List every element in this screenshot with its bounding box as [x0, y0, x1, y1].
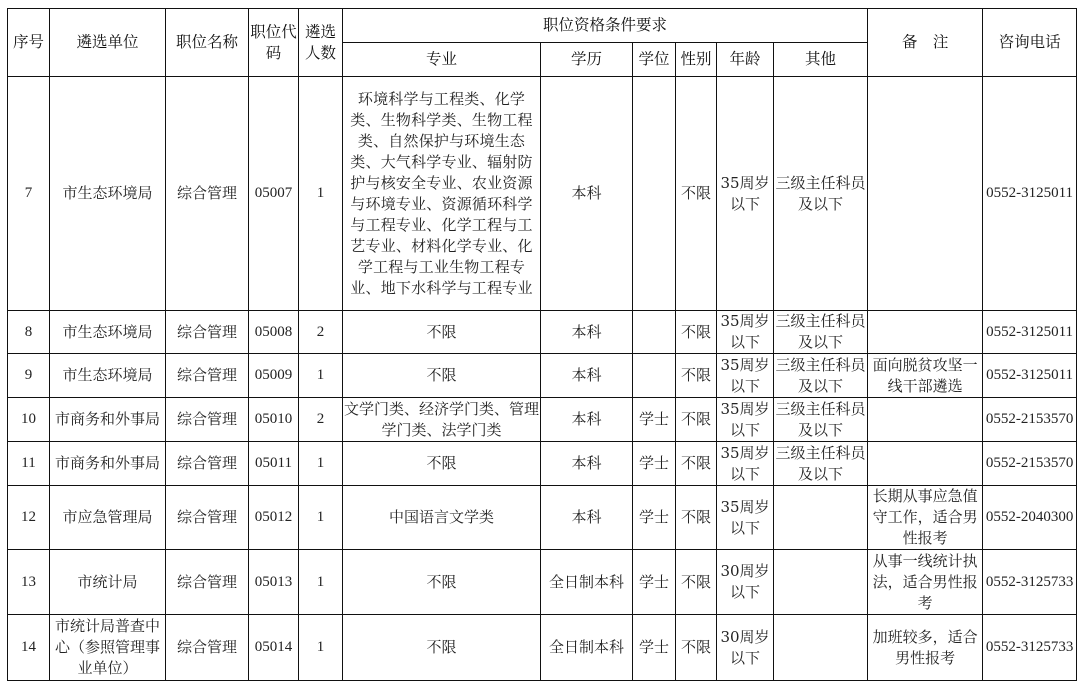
cell-remarks: 从事一线统计执法，适合男性报考 — [868, 550, 983, 615]
table-row — [8, 442, 1077, 486]
cell-remarks — [868, 311, 983, 354]
cell-remarks — [868, 398, 983, 442]
cell-seq: 12 — [8, 486, 50, 550]
table-row — [8, 311, 1077, 354]
cell-degree: 学士 — [633, 615, 676, 681]
table-row — [8, 77, 1077, 311]
cell-education: 全日制本科 — [541, 615, 633, 681]
cell-age: 35周岁以下 — [717, 398, 774, 442]
cell-position-code: 05011 — [249, 442, 299, 486]
cell-education: 本科 — [541, 486, 633, 550]
header-other: 其他 — [774, 43, 868, 77]
table-row — [8, 615, 1077, 681]
header-gender: 性别 — [676, 43, 717, 77]
cell-unit: 市统计局普查中心（参照管理事业单位） — [50, 615, 166, 681]
cell-seq: 13 — [8, 550, 50, 615]
table-row — [8, 550, 1077, 615]
header-phone: 咨询电话 — [983, 9, 1077, 77]
header-seq: 序号 — [8, 9, 50, 77]
cell-phone: 0552-2040300 — [983, 486, 1077, 550]
header-position-code: 职位代码 — [249, 9, 299, 77]
cell-age: 35周岁以下 — [717, 311, 774, 354]
cell-degree — [633, 311, 676, 354]
cell-gender: 不限 — [676, 354, 717, 398]
cell-gender: 不限 — [676, 550, 717, 615]
header-major: 专业 — [343, 43, 541, 77]
cell-remarks: 加班较多，适合男性报考 — [868, 615, 983, 681]
cell-headcount: 1 — [299, 486, 343, 550]
cell-phone: 0552-3125011 — [983, 354, 1077, 398]
header-headcount: 遴选人数 — [299, 9, 343, 77]
cell-seq: 9 — [8, 354, 50, 398]
cell-position-name: 综合管理 — [166, 77, 249, 311]
cell-age: 30周岁以下 — [717, 550, 774, 615]
cell-headcount: 1 — [299, 354, 343, 398]
cell-education: 本科 — [541, 311, 633, 354]
cell-education: 本科 — [541, 354, 633, 398]
cell-headcount: 2 — [299, 311, 343, 354]
cell-remarks — [868, 442, 983, 486]
cell-headcount: 2 — [299, 398, 343, 442]
position-table — [7, 8, 1077, 681]
header-remarks: 备 注 — [868, 9, 983, 77]
cell-other: 三级主任科员及以下 — [774, 398, 868, 442]
cell-major: 不限 — [343, 550, 541, 615]
cell-other: 三级主任科员及以下 — [774, 354, 868, 398]
cell-headcount: 1 — [299, 615, 343, 681]
cell-unit: 市应急管理局 — [50, 486, 166, 550]
cell-education: 本科 — [541, 398, 633, 442]
cell-unit: 市统计局 — [50, 550, 166, 615]
cell-degree — [633, 77, 676, 311]
cell-position-code: 05007 — [249, 77, 299, 311]
header-requirements-group: 职位资格条件要求 — [343, 9, 868, 43]
cell-position-code: 05014 — [249, 615, 299, 681]
cell-seq: 10 — [8, 398, 50, 442]
cell-major: 不限 — [343, 615, 541, 681]
cell-seq: 14 — [8, 615, 50, 681]
header-age: 年龄 — [717, 43, 774, 77]
cell-remarks: 面向脱贫攻坚一线干部遴选 — [868, 354, 983, 398]
cell-position-name: 综合管理 — [166, 615, 249, 681]
header-position-name: 职位名称 — [166, 9, 249, 77]
cell-major: 文学门类、经济学门类、管理学门类、法学门类 — [343, 398, 541, 442]
cell-seq: 8 — [8, 311, 50, 354]
cell-headcount: 1 — [299, 550, 343, 615]
cell-degree: 学士 — [633, 550, 676, 615]
cell-remarks — [868, 77, 983, 311]
cell-other — [774, 615, 868, 681]
cell-unit: 市商务和外事局 — [50, 398, 166, 442]
cell-headcount: 1 — [299, 442, 343, 486]
cell-phone: 0552-2153570 — [983, 398, 1077, 442]
cell-position-name: 综合管理 — [166, 354, 249, 398]
cell-position-name: 综合管理 — [166, 442, 249, 486]
cell-major: 环境科学与工程类、化学类、生物科学类、生物工程类、自然保护与环境生态类、大气科学专业、辐射防护与核安全专业、农业资源与环境专业、资源循环科学与工程专业、化学工程与工艺专业、材料化学专业、化学工程与工业生物工程专业、地下水科学与工程专业 — [343, 77, 541, 311]
cell-other: 三级主任科员及以下 — [774, 442, 868, 486]
cell-unit: 市生态环境局 — [50, 77, 166, 311]
cell-education: 本科 — [541, 77, 633, 311]
cell-seq: 11 — [8, 442, 50, 486]
cell-gender: 不限 — [676, 77, 717, 311]
table-row — [8, 486, 1077, 550]
header-education: 学历 — [541, 43, 633, 77]
cell-age: 35周岁以下 — [717, 77, 774, 311]
cell-position-name: 综合管理 — [166, 311, 249, 354]
cell-position-code: 05010 — [249, 398, 299, 442]
cell-age: 35周岁以下 — [717, 354, 774, 398]
cell-gender: 不限 — [676, 398, 717, 442]
table-row — [8, 354, 1077, 398]
cell-position-name: 综合管理 — [166, 486, 249, 550]
cell-other: 三级主任科员及以下 — [774, 77, 868, 311]
cell-other — [774, 486, 868, 550]
header-unit: 遴选单位 — [50, 9, 166, 77]
cell-position-code: 05008 — [249, 311, 299, 354]
cell-position-code: 05012 — [249, 486, 299, 550]
cell-unit: 市生态环境局 — [50, 354, 166, 398]
cell-age: 35周岁以下 — [717, 486, 774, 550]
cell-phone: 0552-3125011 — [983, 77, 1077, 311]
cell-phone: 0552-3125011 — [983, 311, 1077, 354]
cell-gender: 不限 — [676, 442, 717, 486]
cell-gender: 不限 — [676, 486, 717, 550]
cell-major: 不限 — [343, 354, 541, 398]
cell-unit: 市商务和外事局 — [50, 442, 166, 486]
cell-major: 中国语言文学类 — [343, 486, 541, 550]
cell-position-name: 综合管理 — [166, 550, 249, 615]
header-degree: 学位 — [633, 43, 676, 77]
cell-unit: 市生态环境局 — [50, 311, 166, 354]
cell-remarks: 长期从事应急值守工作，适合男性报考 — [868, 486, 983, 550]
cell-position-name: 综合管理 — [166, 398, 249, 442]
cell-degree — [633, 354, 676, 398]
cell-age: 35周岁以下 — [717, 442, 774, 486]
cell-degree: 学士 — [633, 398, 676, 442]
table-row — [8, 398, 1077, 442]
cell-phone: 0552-3125733 — [983, 615, 1077, 681]
cell-major: 不限 — [343, 442, 541, 486]
cell-education: 全日制本科 — [541, 550, 633, 615]
cell-headcount: 1 — [299, 77, 343, 311]
cell-position-code: 05013 — [249, 550, 299, 615]
cell-age: 30周岁以下 — [717, 615, 774, 681]
cell-degree: 学士 — [633, 486, 676, 550]
cell-other — [774, 550, 868, 615]
cell-gender: 不限 — [676, 311, 717, 354]
cell-gender: 不限 — [676, 615, 717, 681]
cell-degree: 学士 — [633, 442, 676, 486]
cell-other: 三级主任科员及以下 — [774, 311, 868, 354]
cell-position-code: 05009 — [249, 354, 299, 398]
cell-seq: 7 — [8, 77, 50, 311]
cell-phone: 0552-2153570 — [983, 442, 1077, 486]
cell-major: 不限 — [343, 311, 541, 354]
cell-education: 本科 — [541, 442, 633, 486]
cell-phone: 0552-3125733 — [983, 550, 1077, 615]
